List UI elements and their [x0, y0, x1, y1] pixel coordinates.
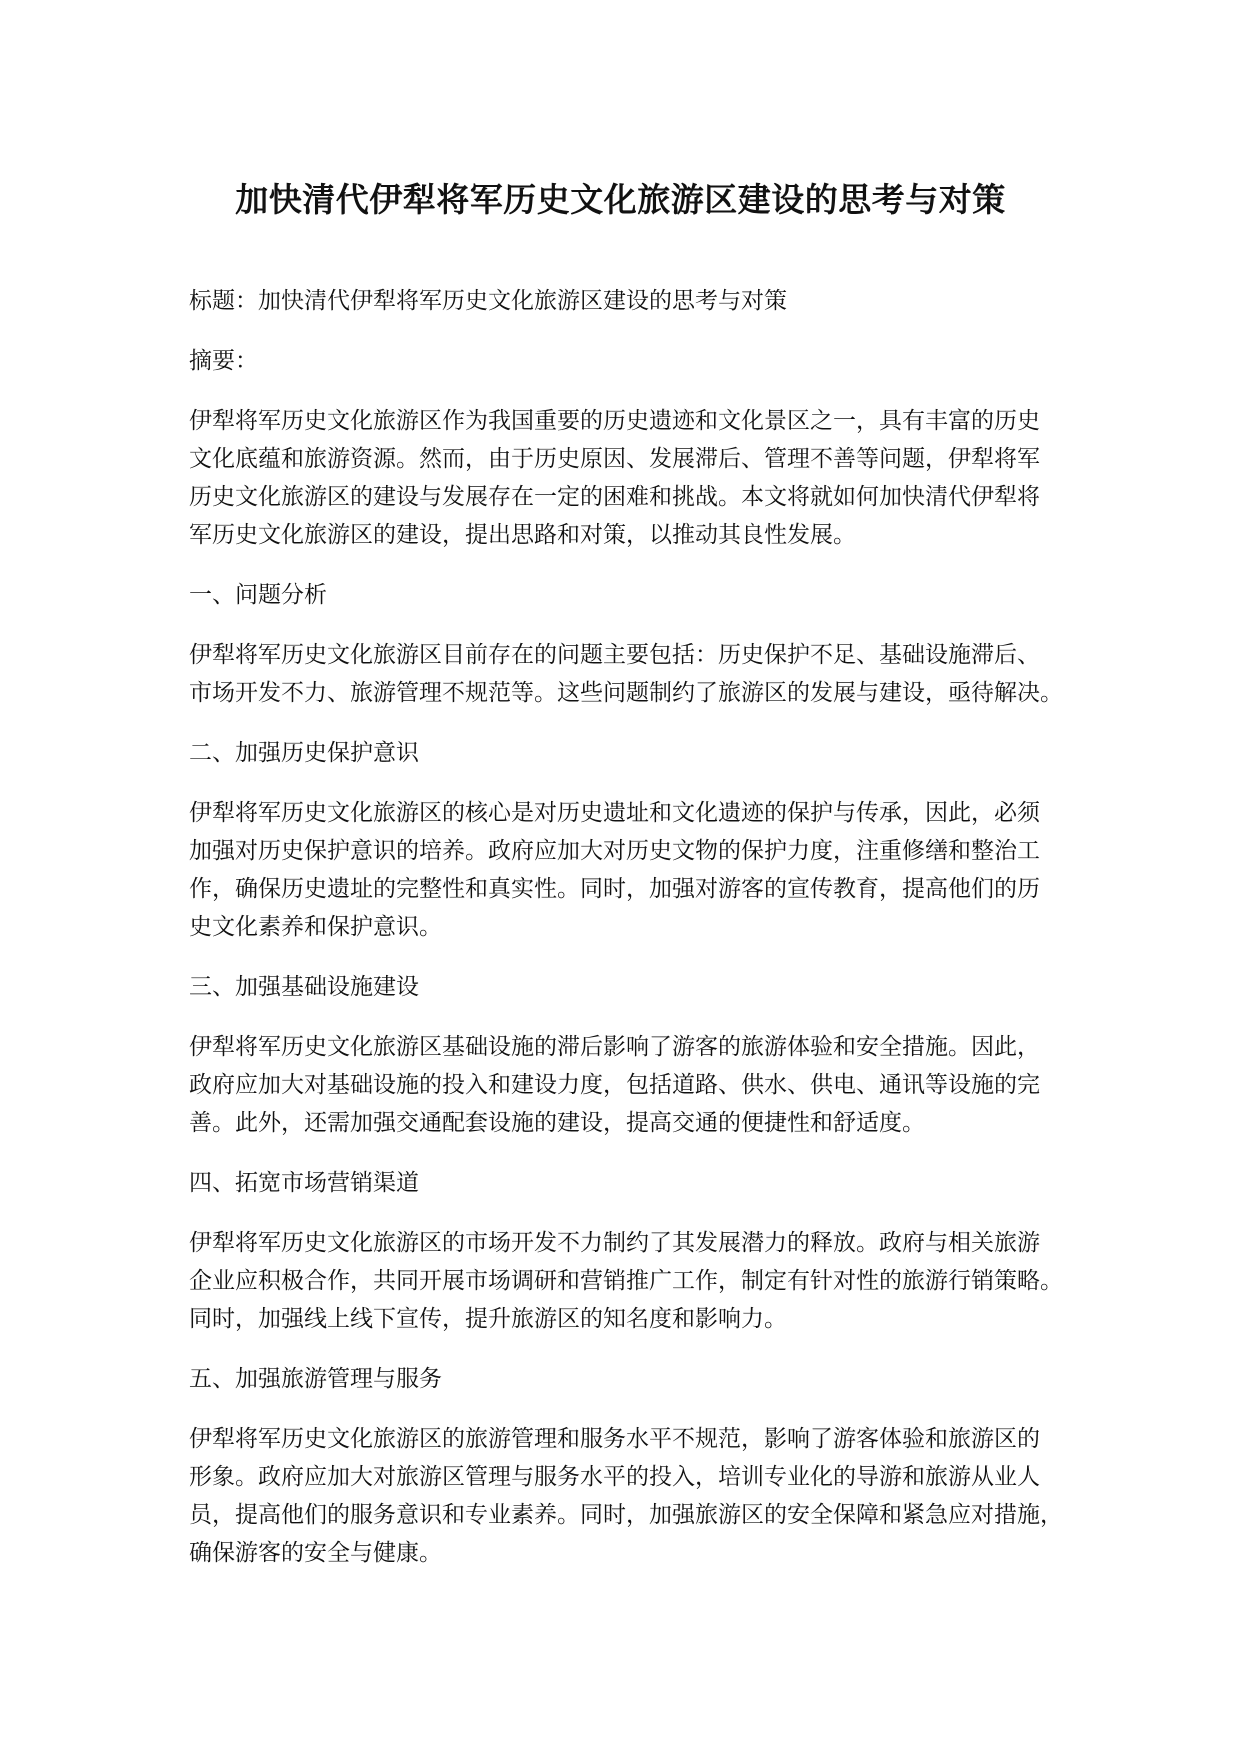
paragraph-line: 伊犁将军历史文化旅游区作为我国重要的历史遗迹和文化景区之一，具有丰富的历史: [189, 408, 1040, 434]
page-title: 加快清代伊犁将军历史文化旅游区建设的思考与对策: [235, 180, 1006, 219]
paragraph-line: 确保游客的安全与健康。: [189, 1540, 442, 1566]
paragraph-line: 善。此外，还需加强交通配套设施的建设，提高交通的便捷性和舒适度。: [189, 1110, 925, 1136]
paragraph-line: 历史文化旅游区的建设与发展存在一定的困难和挑战。本文将就如何加快清代伊犁将: [189, 484, 1040, 510]
paragraph-line: 军历史文化旅游区的建设，提出思路和对策，以推动其良性发展。: [189, 522, 856, 548]
section-heading: 五、加强旅游管理与服务: [189, 1366, 442, 1392]
paragraph-line: 员，提高他们的服务意识和专业素养。同时，加强旅游区的安全保障和紧急应对措施，: [189, 1502, 1063, 1528]
paragraph-line: 形象。政府应加大对旅游区管理与服务水平的投入，培训专业化的导游和旅游从业人: [189, 1464, 1040, 1490]
paragraph-line: 政府应加大对基础设施的投入和建设力度，包括道路、供水、供电、通讯等设施的完: [189, 1072, 1040, 1098]
paragraph-line: 企业应积极合作，共同开展市场调研和营销推广工作，制定有针对性的旅游行销策略。: [189, 1268, 1063, 1294]
section-paragraph: [189, 1420, 1079, 1572]
paragraph-line: 作，确保历史遗址的完整性和真实性。同时，加强对游客的宣传教育，提高他们的历: [189, 876, 1040, 902]
paragraph-line: 伊犁将军历史文化旅游区的核心是对历史遗址和文化遗迹的保护与传承，因此，必须: [189, 800, 1040, 826]
section-paragraph: [189, 636, 1079, 712]
paragraph-line: 伊犁将军历史文化旅游区的旅游管理和服务水平不规范，影响了游客体验和旅游区的: [189, 1426, 1040, 1452]
paragraph-line: 伊犁将军历史文化旅游区目前存在的问题主要包括：历史保护不足、基础设施滞后、: [189, 642, 1040, 668]
section-heading: 三、加强基础设施建设: [189, 974, 419, 1000]
paragraph-line: 同时，加强线上线下宣传，提升旅游区的知名度和影响力。: [189, 1306, 787, 1332]
paragraph-line: 市场开发不力、旅游管理不规范等。这些问题制约了旅游区的发展与建设，亟待解决。: [189, 680, 1063, 706]
paragraph-line: 加强对历史保护意识的培养。政府应加大对历史文物的保护力度，注重修缮和整治工: [189, 838, 1040, 864]
abstract-label: 摘要：: [189, 348, 258, 374]
section-heading: 四、拓宽市场营销渠道: [189, 1170, 419, 1196]
paragraph-line: 伊犁将军历史文化旅游区基础设施的滞后影响了游客的旅游体验和安全措施。因此，: [189, 1034, 1040, 1060]
subject-line: 标题：加快清代伊犁将军历史文化旅游区建设的思考与对策: [189, 288, 787, 314]
section-paragraph: [189, 1028, 1079, 1142]
abstract-paragraph: [189, 402, 1079, 554]
document-body: [189, 282, 1079, 1572]
section-heading: 二、加强历史保护意识: [189, 740, 419, 766]
section-paragraph: [189, 1224, 1079, 1338]
paragraph-line: 史文化素养和保护意识。: [189, 914, 442, 940]
section-paragraph: [189, 794, 1079, 946]
paragraph-line: 文化底蕴和旅游资源。然而，由于历史原因、发展滞后、管理不善等问题，伊犁将军: [189, 446, 1040, 472]
section-heading: 一、问题分析: [189, 582, 327, 608]
paragraph-line: 伊犁将军历史文化旅游区的市场开发不力制约了其发展潜力的释放。政府与相关旅游: [189, 1230, 1040, 1256]
